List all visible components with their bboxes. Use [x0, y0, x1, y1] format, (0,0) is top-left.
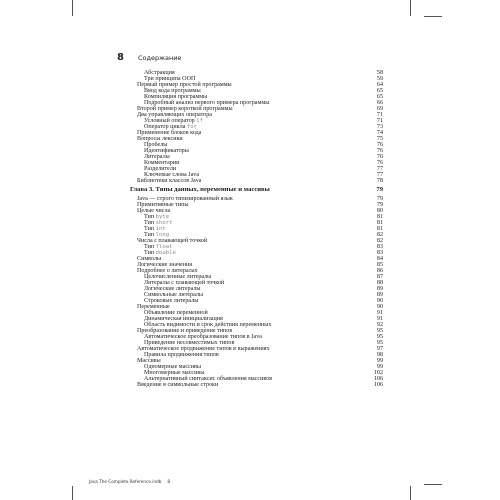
toc-entry-text: Тип: [144, 250, 156, 256]
toc-entry-text: Символы: [137, 256, 162, 262]
toc-entry-page: 81: [376, 226, 383, 232]
toc-entry-page: 83: [376, 244, 383, 250]
crop-mark-bottom-right: [410, 486, 411, 500]
toc-entry-page: 88: [376, 280, 383, 286]
toc-entry-text: Преобразование и приведение типов: [137, 328, 233, 334]
toc-entry-code: short: [155, 220, 173, 226]
toc-entry-code: if: [196, 118, 203, 124]
toc-entry-page: 86: [376, 268, 383, 274]
toc-entry-page: 76: [376, 154, 383, 160]
toc-entry-text: Тип: [144, 232, 156, 238]
toc-entry-page: 77: [376, 172, 383, 178]
toc-entry-text: Литералы: [144, 154, 170, 160]
toc-entry-text: Тип: [144, 244, 156, 250]
toc-entry-page: 89: [376, 292, 383, 298]
toc-entry-text: Разделители: [144, 166, 177, 172]
toc-entry-text: Идентификаторы: [144, 148, 189, 154]
toc-entry-text: Логические литералы: [144, 286, 201, 292]
toc-entry-page: 87: [376, 274, 383, 280]
toc-entry-title: [137, 178, 201, 184]
toc-entry-page: 89: [376, 286, 383, 292]
toc-entry-text: Библиотеки классов Java: [137, 178, 202, 184]
toc-entry-text: Тип: [144, 226, 156, 232]
toc-entry-text: Ввод кода программы: [144, 88, 201, 94]
toc-entry-page: 90: [376, 304, 383, 310]
toc-entry-text: Применение блоков кода: [137, 130, 202, 136]
toc-entry-text: Целочисленные литералы: [144, 274, 212, 280]
toc-entry-text: Абстракция: [144, 70, 175, 76]
toc-entry-text: Вопросы лексики: [137, 136, 183, 142]
crop-mark-top-right: [410, 0, 411, 16]
toc-entry-text: Автоматическое преобразование типов в Java: [144, 334, 262, 340]
toc-entry-title: [130, 187, 270, 193]
toc-entry-page: 65: [376, 88, 383, 94]
footer-page: 8: [167, 479, 171, 484]
toc-entry[interactable]: [130, 178, 383, 184]
toc-entry-text: Целые числа: [137, 208, 171, 214]
toc-entry-text: Глава 3. Типы данных, переменные и массивы: [130, 186, 270, 193]
toc-entry-text: Первый пример простой программы: [137, 82, 232, 88]
toc-entry-text: Ключевые слова Java: [144, 172, 200, 178]
toc-entry-text: Строковые литералы: [144, 298, 199, 304]
toc-entry-text: Символьные литералы: [144, 292, 203, 298]
toc-entry-text: Область видимости и срок действия переменных: [144, 322, 272, 328]
toc-entry-page: 64: [376, 82, 383, 88]
toc-entry-page: 81: [376, 214, 383, 220]
toc-entry-text: Одномерные массивы: [144, 364, 201, 370]
toc-entry-title: [137, 382, 218, 388]
crop-mark-top-left: [72, 0, 73, 16]
toc-entry-page: 59: [376, 76, 383, 82]
toc-entry-page: 76: [376, 148, 383, 154]
toc-entry-page: 99: [376, 358, 383, 364]
toc-entry-code: float: [155, 244, 173, 250]
toc-entry-text: Многомерные массивы: [144, 370, 205, 376]
toc-entry-text: Введение в символьные строки: [137, 382, 219, 388]
toc-entry-page: 66: [376, 100, 383, 106]
crop-mark-side-bottom-right: [424, 484, 442, 485]
toc-entry-page: 77: [376, 166, 383, 172]
toc-entry-page: 84: [376, 256, 383, 262]
toc-entry-page: 91: [376, 316, 383, 322]
toc-entry-text: Логические значения: [137, 262, 193, 268]
toc-entry-page: 79: [376, 186, 383, 193]
toc-entry-page: 69: [376, 106, 383, 112]
toc-entry-page: 58: [376, 70, 383, 76]
page-number: 8: [117, 52, 124, 63]
toc-entry-page: 79: [376, 202, 383, 208]
toc-entry-page: 106: [373, 376, 383, 382]
toc-entry-code: long: [155, 232, 170, 238]
page-title: Содержание: [137, 54, 182, 62]
toc-entry-text: Автоматическое продвижение типов в выражениях: [137, 346, 270, 352]
toc-entry-page: 106: [373, 382, 383, 388]
toc-entry-text: Объявление переменной: [144, 310, 208, 316]
toc-entry-code: for: [186, 124, 198, 130]
toc-entry-page: 65: [376, 94, 383, 100]
toc-entry-text: Альтернативный синтаксис объявления массивов: [144, 376, 273, 382]
toc-entry-page: 99: [376, 364, 383, 370]
toc-entry-page: 95: [376, 328, 383, 334]
toc-entry-text: Второй пример короткой программы: [137, 106, 233, 112]
crop-mark-bottom-left: [72, 486, 73, 500]
toc-entry-text: Подробнее о литералах: [137, 268, 198, 274]
toc-entry-page: 78: [376, 178, 383, 184]
toc-entry-page: 95: [376, 340, 383, 346]
toc-entry-text: Условный оператор: [144, 118, 197, 124]
toc-entry-code: double: [155, 250, 176, 256]
toc-entry-text: Динамическая инициализация: [144, 316, 223, 322]
toc-entry-page: 82: [376, 238, 383, 244]
toc-entry-text: Массивы: [137, 358, 161, 364]
toc-entry-page: 90: [376, 298, 383, 304]
toc-entry-page: 76: [376, 142, 383, 148]
toc-entry-text: Компиляция программы: [144, 94, 208, 100]
toc-entry-text: Подробный анализ первого примера программы: [144, 100, 270, 106]
toc-entry-page: 76: [376, 160, 383, 166]
toc-entry[interactable]: [130, 382, 383, 388]
toc-entry-text: Правила продвижения типов: [144, 352, 219, 358]
toc-entry-text: Два управляющих оператора: [137, 112, 212, 118]
toc-entry-page: 91: [376, 310, 383, 316]
toc-entry-page: 82: [376, 232, 383, 238]
toc-entry-text: Приведение несовместимых типов: [144, 340, 235, 346]
toc-entry-text: Комментарии: [144, 160, 180, 166]
toc-entry-page: 79: [376, 196, 383, 202]
toc-entry-page: 97: [376, 346, 383, 352]
toc-entry-page: 92: [376, 322, 383, 328]
toc-entry-page: 75: [376, 136, 383, 142]
toc-entry-code: int: [155, 226, 166, 232]
toc-entry-page: 71: [376, 118, 383, 124]
page-header: [117, 47, 181, 65]
toc-entry-text: Литералы с плавающей точкой: [144, 280, 225, 286]
toc-entry-text: Оператор цикла: [144, 124, 187, 130]
toc-entry-text: Пробелы: [144, 142, 168, 148]
table-of-contents: [130, 70, 383, 388]
toc-entry-text: Переменные: [137, 304, 170, 310]
toc-entry-page: 73: [376, 124, 383, 130]
toc-entry-page: 80: [376, 208, 383, 214]
print-footer: [89, 479, 170, 484]
toc-entry-code: byte: [155, 214, 170, 220]
toc-entry-page: 98: [376, 352, 383, 358]
toc-entry-text: Числа с плавающей точкой: [137, 238, 208, 244]
footer-filename: Java The Complete Reference.indb: [89, 479, 162, 484]
toc-entry-page: 95: [376, 334, 383, 340]
toc-entry-page: 71: [376, 112, 383, 118]
toc-entry-page: 83: [376, 250, 383, 256]
toc-entry-text: Три принципа ООП: [144, 76, 196, 82]
toc-entry-text: Примитивные типы: [137, 202, 189, 208]
toc-entry-page: 74: [376, 130, 383, 136]
toc-entry-page: 85: [376, 262, 383, 268]
toc-entry-text: Java — строго типизированный язык: [137, 196, 233, 202]
toc-entry-page: 102: [373, 370, 383, 376]
toc-chapter-entry[interactable]: [130, 187, 383, 193]
crop-mark-side-right: [424, 16, 442, 17]
toc-entry-page: 81: [376, 220, 383, 226]
toc-entry-text: Тип: [144, 214, 156, 220]
toc-entry-text: Тип: [144, 220, 156, 226]
